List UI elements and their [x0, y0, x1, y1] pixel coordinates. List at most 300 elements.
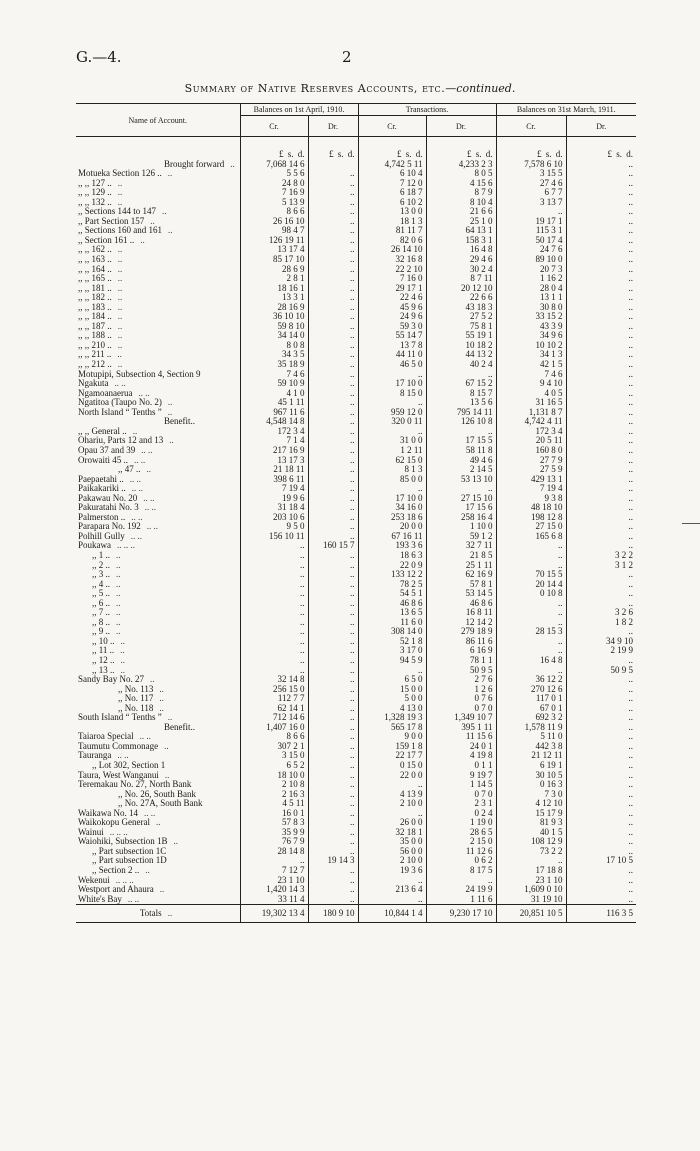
transactions-cr-cell: 9 0 0 [358, 732, 426, 742]
closing-cr-cell: 429 13 1 [496, 475, 566, 485]
opening-cr-cell: 19,302 13 4 [240, 905, 308, 923]
cr-header: Cr. [496, 116, 566, 137]
transactions-dr-cell: 1 10 0 [426, 522, 496, 532]
leader-dots: .. [116, 559, 121, 570]
account-name-text: ,, ,, 127 .. [78, 177, 112, 188]
transactions-cr-cell: 959 12 0 [358, 408, 426, 418]
opening-cr-cell: .. [240, 551, 308, 561]
opening-dr-cell: .. [308, 179, 358, 189]
opening-cr-cell: 21 18 11 [240, 465, 308, 475]
transactions-dr-cell: 78 1 1 [426, 656, 496, 666]
closing-cr-cell: 89 10 0 [496, 255, 566, 265]
opening-cr-cell: 203 10 6 [240, 513, 308, 523]
closing-dr-cell: .. [628, 826, 634, 837]
transactions-dr-cell: 8 7 11 [426, 274, 496, 284]
opening-dr-cell: .. [308, 408, 358, 418]
account-name-text: Motupipi, Subsection 4, Section 9 [78, 368, 201, 379]
opening-dr-cell: .. [308, 866, 358, 876]
closing-cr-cell: .. [496, 541, 566, 551]
transactions-dr-cell: 46 8 6 [426, 599, 496, 609]
leader-dots: .. [159, 884, 165, 895]
account-name-text: White's Bay [78, 893, 122, 904]
opening-dr-cell: 180 9 10 [308, 905, 358, 923]
closing-dr-cell: .. [628, 311, 634, 322]
transactions-dr-cell: 27 5 2 [426, 312, 496, 322]
closing-cr-cell: 7 3 0 [496, 790, 566, 800]
closing-cr-cell: .. [496, 608, 566, 618]
name-column-header: Name of Account. [76, 104, 240, 137]
account-name-text: Ohariu, Parts 12 and 13 [78, 435, 164, 446]
opening-dr-cell: 19 14 3 [308, 856, 358, 866]
opening-cr-cell: 5 5 6 [240, 169, 308, 179]
transactions-cr-cell: 193 3 6 [358, 541, 426, 551]
closing-cr-cell: 27 5 9 [496, 465, 566, 475]
closing-cr-cell: 27 4 6 [496, 179, 566, 189]
opening-cr-cell: .. [240, 589, 308, 599]
closing-dr-cell: .. [628, 254, 634, 265]
opening-dr-cell: .. [308, 207, 358, 217]
transactions-cr-cell: 6 10 4 [358, 169, 426, 179]
opening-cr-cell: 28 6 9 [240, 265, 308, 275]
opening-dr-cell: .. [308, 293, 358, 303]
closing-cr-cell: 1 16 2 [496, 274, 566, 284]
account-name-text: ,, ,, 165 .. [78, 273, 112, 284]
transactions-dr-cell: 11 15 6 [426, 732, 496, 742]
closing-dr-cell: .. [628, 511, 634, 522]
transactions-cr-cell: 6 18 7 [358, 188, 426, 198]
opening-dr-cell: .. [308, 226, 358, 236]
account-name-text: ,, Part Section 157 [78, 215, 145, 226]
report-code: G.—4. [76, 48, 122, 66]
opening-dr-cell: .. [308, 522, 358, 532]
opening-dr-cell: .. [308, 618, 358, 628]
transactions-cr-cell: .. [358, 809, 426, 819]
cr-header: Cr. [358, 116, 426, 137]
transactions-cr-cell: 54 5 1 [358, 589, 426, 599]
closing-cr-cell: 24 7 6 [496, 245, 566, 255]
account-name-text: Tauranga [78, 750, 112, 761]
closing-dr-cell: .. [628, 731, 634, 742]
opening-dr-cell: .. [308, 895, 358, 905]
opening-cr-cell: 4,548 14 8 [240, 417, 308, 427]
opening-cr-cell: .. [240, 627, 308, 637]
closing-cr-cell: 27 15 0 [496, 522, 566, 532]
opening-dr-cell: .. [308, 704, 358, 714]
leader-dots: .. [117, 320, 123, 331]
transactions-cr-cell: 32 18 1 [358, 828, 426, 838]
opening-dr-cell: .. [308, 265, 358, 275]
account-name-text: Opau 37 and 39 [78, 444, 136, 455]
opening-cr-cell: 35 18 9 [240, 360, 308, 370]
opening-dr-cell: .. [308, 370, 358, 380]
transactions-cr-cell: 7 12 0 [358, 179, 426, 189]
account-name-text: ,, 4 .. [92, 578, 110, 589]
account-name-text: ,, ,, 183 .. [78, 301, 112, 312]
closing-cr-cell: 70 15 5 [496, 570, 566, 580]
closing-dr-cell: .. [628, 292, 634, 303]
opening-cr-cell: 172 3 4 [240, 427, 308, 437]
transactions-cr-cell: 11 6 0 [358, 618, 426, 628]
opening-cr-cell: 24 8 0 [240, 179, 308, 189]
leader-dots: .. [120, 635, 125, 646]
opening-dr-cell: .. [308, 494, 358, 504]
opening-cr-cell: 2 10 8 [240, 780, 308, 790]
opening-cr-cell: 59 8 10 [240, 322, 308, 332]
transactions-dr-cell: 0 7 0 [426, 790, 496, 800]
opening-cr-cell: 967 11 6 [240, 408, 308, 418]
transactions-dr-cell: 9,230 17 10 [426, 905, 496, 923]
transactions-dr-cell: 27 15 10 [426, 494, 496, 504]
opening-dr-cell: .. [308, 169, 358, 179]
account-name-text: Benefit.. [164, 721, 195, 732]
transactions-dr-cell: 58 11 8 [426, 446, 496, 456]
closing-cr-cell: 1,609 0 10 [496, 885, 566, 895]
transactions-cr-cell: 59 3 0 [358, 322, 426, 332]
transactions-cr-cell: 81 11 7 [358, 226, 426, 236]
transactions-dr-cell: .. [426, 876, 496, 886]
account-name-text: Paikakariki .. [78, 483, 126, 494]
spacer-row [76, 137, 636, 151]
units-label: £ s. d. [426, 150, 496, 160]
table-row [76, 532, 636, 542]
closing-dr-cell: .. [628, 454, 634, 465]
closing-dr-cell: 116 3 5 [566, 905, 636, 923]
opening-cr-cell: 1,420 14 3 [240, 885, 308, 895]
group-header-transactions: Transactions. [358, 104, 496, 116]
closing-dr-cell: 50 9 5 [610, 664, 634, 675]
closing-dr-cell: .. [628, 654, 634, 665]
opening-dr-cell: .. [308, 331, 358, 341]
closing-dr-cell: .. [628, 702, 634, 713]
closing-cr-cell: 40 1 5 [496, 828, 566, 838]
closing-cr-cell: 5 11 0 [496, 732, 566, 742]
leader-dots [196, 789, 202, 799]
transactions-dr-cell: .. [426, 427, 496, 437]
opening-dr-cell: .. [308, 666, 358, 676]
opening-dr-cell: .. [308, 255, 358, 265]
opening-dr-cell: .. [308, 694, 358, 704]
closing-cr-cell: .. [496, 618, 566, 628]
transactions-dr-cell: 0 7 0 [426, 704, 496, 714]
transactions-cr-cell: .. [358, 876, 426, 886]
account-name-text: Orowaiti 45 .. [78, 454, 128, 465]
closing-dr-cell: .. [628, 273, 634, 284]
opening-cr-cell: .. [240, 618, 308, 628]
transactions-dr-cell: 1 11 6 [426, 895, 496, 905]
transactions-cr-cell: 31 0 0 [358, 436, 426, 446]
transactions-dr-cell: 4,233 2 3 [426, 160, 496, 170]
transactions-dr-cell: 8 15 7 [426, 389, 496, 399]
account-name-text: Taura, West Wanganui [78, 769, 159, 780]
leader-dots: .. [167, 397, 173, 408]
opening-dr-cell: .. [308, 608, 358, 618]
leader-dots: .. [164, 769, 170, 780]
opening-dr-cell: .. [308, 427, 358, 437]
opening-cr-cell: 2 16 3 [240, 790, 308, 800]
accounts-table [76, 103, 636, 923]
opening-dr-cell: .. [308, 646, 358, 656]
transactions-dr-cell: 395 1 11 [426, 723, 496, 733]
transactions-cr-cell: 3 17 0 [358, 646, 426, 656]
closing-cr-cell: 165 6 8 [496, 532, 566, 542]
transactions-dr-cell: 0 1 1 [426, 761, 496, 771]
closing-cr-cell: 43 3 9 [496, 322, 566, 332]
account-name-text: ,, Sections 144 to 147 [78, 206, 156, 217]
account-name-text: ,, No. 118 [118, 702, 154, 713]
closing-dr-cell: .. [628, 444, 634, 455]
transactions-dr-cell: 86 11 6 [426, 637, 496, 647]
opening-dr-cell: .. [308, 876, 358, 886]
transactions-cr-cell: 15 0 0 [358, 685, 426, 695]
opening-cr-cell: .. [240, 541, 308, 551]
closing-dr-cell: .. [628, 674, 634, 685]
leader-dots [191, 779, 197, 789]
opening-cr-cell: 85 17 10 [240, 255, 308, 265]
leader-dots: .. [167, 907, 173, 918]
closing-cr-cell: 172 3 4 [496, 427, 566, 437]
account-name-text: ,, Sections 160 and 161 [78, 225, 162, 236]
transactions-dr-cell: 20 12 10 [426, 284, 496, 294]
account-name-text: Parapara No. 192 [78, 521, 141, 532]
transactions-dr-cell: 53 14 5 [426, 589, 496, 599]
opening-cr-cell: 45 1 11 [240, 398, 308, 408]
leader-dots: .. .. [144, 502, 156, 513]
opening-dr-cell: .. [308, 885, 358, 895]
margin-mark [682, 523, 700, 524]
closing-cr-cell: 28 0 4 [496, 284, 566, 294]
opening-cr-cell: 13 17 3 [240, 456, 308, 466]
account-name-text: Waiohiki, Subsection 1B [78, 836, 168, 847]
opening-dr-cell: .. [308, 360, 358, 370]
leader-dots: .. .. [131, 511, 143, 522]
closing-cr-cell: 442 3 8 [496, 742, 566, 752]
account-name-text: Totals [139, 907, 162, 918]
transactions-dr-cell: 32 7 11 [426, 541, 496, 551]
opening-cr-cell: 156 10 11 [240, 532, 308, 542]
closing-dr-cell: .. [628, 368, 634, 379]
leader-dots: .. [117, 311, 123, 322]
closing-cr-cell: 20 5 11 [496, 436, 566, 446]
closing-dr-cell: .. [628, 836, 634, 847]
closing-cr-cell: 270 12 6 [496, 685, 566, 695]
closing-cr-cell: .. [496, 207, 566, 217]
transactions-dr-cell: 75 8 1 [426, 322, 496, 332]
closing-dr-cell: .. [628, 740, 634, 751]
group-header-closing: Balances on 31st March, 1911. [496, 104, 636, 116]
closing-dr-cell: .. [628, 177, 634, 188]
opening-dr-cell: .. [308, 790, 358, 800]
account-name-text: ,, 13 .. [92, 664, 115, 675]
opening-cr-cell: 98 4 7 [240, 226, 308, 236]
account-name-text: Teremakau No. 27, North Bank [78, 779, 192, 790]
leader-dots: .. [167, 406, 173, 417]
closing-dr-cell: .. [628, 865, 634, 876]
transactions-cr-cell: 308 14 0 [358, 627, 426, 637]
closing-cr-cell: 30 8 0 [496, 303, 566, 313]
transactions-cr-cell: 62 15 0 [358, 456, 426, 466]
leader-dots [203, 798, 209, 808]
transactions-dr-cell: 0 2 4 [426, 809, 496, 819]
opening-dr-cell: .. [308, 561, 358, 571]
transactions-cr-cell: 17 10 0 [358, 379, 426, 389]
opening-cr-cell: 7 4 6 [240, 370, 308, 380]
transactions-cr-cell: .. [358, 895, 426, 905]
opening-dr-cell: .. [308, 637, 358, 647]
opening-cr-cell: 3 15 0 [240, 751, 308, 761]
leader-dots: .. [120, 664, 125, 675]
table-row [76, 895, 636, 905]
transactions-dr-cell: 795 14 11 [426, 408, 496, 418]
opening-cr-cell: 7 19 4 [240, 484, 308, 494]
transactions-cr-cell: 13 0 0 [358, 207, 426, 217]
account-name-text: ,, Section 161 .. [78, 234, 135, 245]
account-name-text: ,, ,, 210 .. [78, 339, 112, 350]
opening-cr-cell: .. [240, 656, 308, 666]
closing-dr-cell: .. [628, 215, 634, 226]
transactions-cr-cell: .. [358, 398, 426, 408]
closing-dr-cell: .. [628, 769, 634, 780]
account-name-text: Waikokopu General [78, 817, 150, 828]
closing-cr-cell: 20,851 10 5 [496, 905, 566, 923]
transactions-dr-cell: 258 16 4 [426, 513, 496, 523]
opening-dr-cell: .. [308, 436, 358, 446]
opening-dr-cell: .. [308, 532, 358, 542]
account-name-text: ,, Part subsection 1D [92, 855, 167, 866]
account-name-text: ,, ,, 181 .. [78, 282, 112, 293]
table-row [76, 589, 636, 599]
opening-dr-cell: .. [308, 771, 358, 781]
opening-cr-cell: 13 3 1 [240, 293, 308, 303]
closing-cr-cell: 21 12 11 [496, 751, 566, 761]
account-name-text: Palmerston .. [78, 511, 126, 522]
opening-cr-cell: 9 5 0 [240, 522, 308, 532]
totals-row [76, 905, 636, 923]
closing-dr-cell: .. [628, 817, 634, 828]
opening-cr-cell: .. [240, 599, 308, 609]
opening-cr-cell: .. [240, 666, 308, 676]
leader-dots: .. .. [146, 521, 158, 532]
transactions-dr-cell: 67 15 2 [426, 379, 496, 389]
opening-dr-cell: .. [308, 198, 358, 208]
closing-cr-cell: 7 4 6 [496, 370, 566, 380]
closing-dr-cell: .. [628, 597, 634, 608]
transactions-dr-cell: 21 6 6 [426, 207, 496, 217]
opening-dr-cell: .. [308, 417, 358, 427]
leader-dots: .. .. [131, 483, 143, 494]
transactions-dr-cell: 12 14 2 [426, 618, 496, 628]
units-label: £ s. d. [607, 149, 634, 159]
transactions-dr-cell: 2 3 1 [426, 799, 496, 809]
closing-dr-cell: .. [628, 779, 634, 790]
closing-cr-cell: 13 1 1 [496, 293, 566, 303]
closing-cr-cell: .. [496, 561, 566, 571]
account-name-text: Wainui [78, 826, 104, 837]
opening-dr-cell: .. [308, 675, 358, 685]
opening-cr-cell: .. [240, 561, 308, 571]
transactions-cr-cell: 56 0 0 [358, 847, 426, 857]
closing-cr-cell: 73 2 2 [496, 847, 566, 857]
opening-cr-cell: 13 17 4 [240, 245, 308, 255]
closing-cr-cell: .. [496, 637, 566, 647]
opening-dr-cell: .. [308, 312, 358, 322]
opening-dr-cell: .. [308, 188, 358, 198]
account-name-text: ,, No. 26, South Bank [118, 788, 197, 799]
leader-dots: .. .. .. [115, 874, 134, 885]
transactions-cr-cell: 55 14 7 [358, 331, 426, 341]
leader-dots: .. [169, 435, 174, 446]
account-name-text: Westport and Ahaura [78, 884, 154, 895]
transactions-cr-cell: 6 10 2 [358, 198, 426, 208]
opening-dr-cell: .. [308, 599, 358, 609]
closing-cr-cell: 20 7 3 [496, 265, 566, 275]
leader-dots: .. [117, 301, 123, 312]
transactions-dr-cell: 59 1 2 [426, 532, 496, 542]
closing-dr-cell: .. [628, 301, 634, 312]
closing-cr-cell: 31 19 10 [496, 895, 566, 905]
account-name-text: Poukawa [78, 540, 111, 551]
opening-dr-cell: .. [308, 456, 358, 466]
account-name-text: ,, No. 113 [118, 683, 154, 694]
opening-cr-cell: 7 12 7 [240, 866, 308, 876]
opening-dr-cell: .. [308, 475, 358, 485]
transactions-cr-cell: 1,328 19 3 [358, 713, 426, 723]
opening-dr-cell: .. [308, 580, 358, 590]
leader-dots: .. .. [117, 750, 129, 761]
leader-dots: .. [117, 359, 123, 370]
transactions-dr-cell: 50 9 5 [426, 666, 496, 676]
leader-dots [195, 722, 201, 732]
opening-cr-cell: 5 13 9 [240, 198, 308, 208]
leader-dots [195, 416, 201, 426]
closing-dr-cell: .. [628, 206, 634, 217]
opening-dr-cell: .. [308, 284, 358, 294]
closing-dr-cell: .. [628, 435, 634, 446]
closing-cr-cell: .. [496, 666, 566, 676]
transactions-dr-cell: 62 16 9 [426, 570, 496, 580]
opening-cr-cell: 18 16 1 [240, 284, 308, 294]
transactions-cr-cell: 82 0 6 [358, 236, 426, 246]
opening-dr-cell: .. [308, 685, 358, 695]
closing-cr-cell: 4 0 5 [496, 389, 566, 399]
closing-cr-cell: 4,742 4 11 [496, 417, 566, 427]
leader-dots: .. [120, 645, 125, 656]
transactions-dr-cell: 40 2 4 [426, 360, 496, 370]
account-name-text: ,, 2 .. [92, 559, 110, 570]
closing-cr-cell: .. [496, 646, 566, 656]
transactions-cr-cell: 26 0 0 [358, 818, 426, 828]
opening-cr-cell: 76 7 9 [240, 837, 308, 847]
leader-dots: .. .. [114, 378, 126, 389]
leader-dots: .. [140, 234, 145, 245]
leader-dots: .. .. [129, 473, 141, 484]
closing-dr-cell: 3 2 6 [615, 607, 634, 618]
closing-dr-cell: .. [628, 234, 634, 245]
closing-cr-cell: 3 13 7 [496, 198, 566, 208]
opening-cr-cell: 2 8 1 [240, 274, 308, 284]
opening-cr-cell: 26 16 10 [240, 217, 308, 227]
closing-dr-cell: .. [628, 502, 634, 513]
closing-cr-cell: 50 17 4 [496, 236, 566, 246]
account-name-text: ,, ,, 188 .. [78, 330, 112, 341]
transactions-dr-cell: .. [426, 370, 496, 380]
closing-cr-cell: 36 12 2 [496, 675, 566, 685]
opening-dr-cell: .. [308, 780, 358, 790]
closing-dr-cell: .. [628, 349, 634, 360]
table-row [76, 551, 636, 561]
account-name-text: ,, 47 .. [118, 464, 141, 475]
closing-dr-cell: .. [628, 320, 634, 331]
closing-dr-cell: .. [628, 569, 634, 580]
